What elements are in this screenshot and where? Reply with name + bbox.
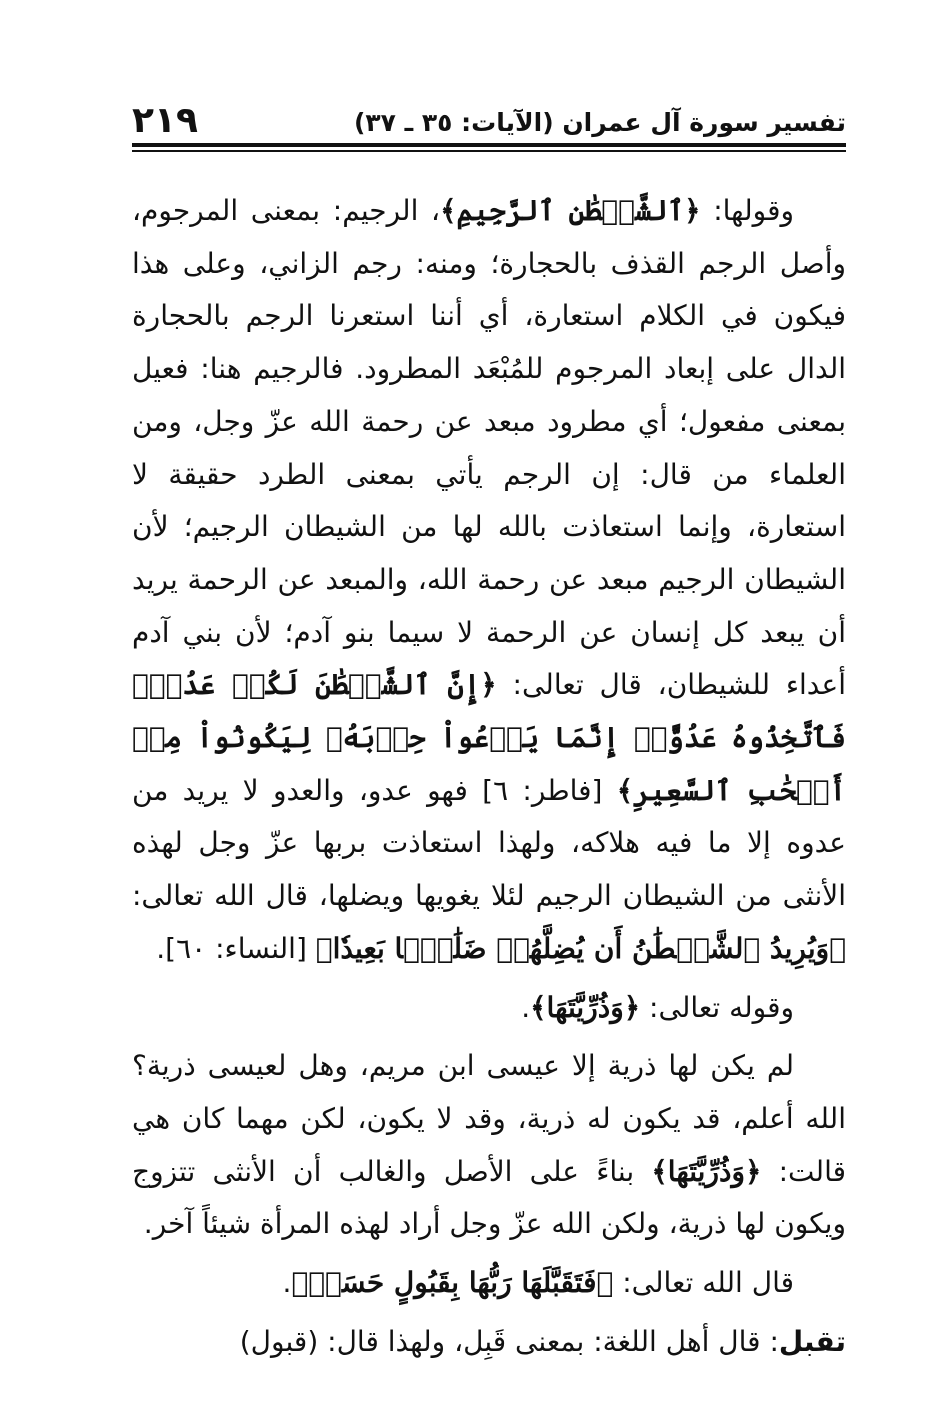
text-run: . bbox=[282, 1266, 292, 1300]
text-run: بناءً على الأصل والغالب أن الأنثى تتزوج ويكون لها ذرية، ولكن الله عزّ وجل أراد لهذه المرأة شيئاً آخر. bbox=[132, 1154, 846, 1241]
paragraph-taqabbal bbox=[132, 1316, 846, 1369]
text-run: [فاطر: ٦] فهو عدو، والعدو لا يريد من عدوه إلا ما فيه هلاكه، ولهذا استعاذت بربها عزّ وجل لهذه الأنثى من الشيطان الرجيم لئلا يغويها ويضلها، قال الله تعالى: bbox=[132, 773, 846, 913]
paragraph-rajim bbox=[132, 185, 846, 976]
page-number: ٢١٩ bbox=[132, 100, 198, 141]
text-run: وقولها: bbox=[700, 194, 794, 227]
running-title: تفسير سورة آل عمران (الآيات: ٣٥ ـ ٣٧) bbox=[353, 108, 846, 137]
text-run: لم يكن لها ذرية إلا عيسى ابن مريم، وهل لعيسى ذرية؟ الله أعلم، قد يكون له ذرية، وقد لا يكون، لكن مهما كان هي قالت: bbox=[132, 1049, 847, 1188]
running-head bbox=[132, 98, 846, 142]
body-text bbox=[132, 185, 846, 1368]
quran-quote: ﴿وَذُرِّيَّتَهَا﴾ bbox=[651, 1154, 762, 1188]
text-run: قال الله تعالى: bbox=[613, 1266, 794, 1300]
paragraph-verse-heading bbox=[132, 1257, 846, 1310]
text-run: . bbox=[521, 990, 531, 1024]
text-run: ، الرجيم: بمعنى المرجوم، وأصل الرجم القذف بالحجارة؛ ومنه: رجم الزاني، وعلى هذا فيكون في الكلام استعارة، أي أننا استعرنا الرجم بالحجارة الدال على إبعاد المرجوم للمُبْعَد المطرود. فالرجيم هنا: فعيل بمعنى مفعول؛ أي مطرود مبعد عن رحمة الله عزّ وجل، ومن العلماء من قال: إن الرجم يأتي بمعنى الطرد حقيقة لا استعارة، وإنما استعاذت بالله لها من الشيطان الرجيم؛ لأن الشيطان الرجيم مبعد عن رحمة الله، والمبعد عن الرحمة يريد أن يبعد كل إنسان عن الرحمة لا سيما بنو آدم؛ لأن بني آدم أعداء للشيطان، قال تعالى: bbox=[132, 194, 846, 702]
text-run: : قال أهل اللغة: بمعنى قَبِل، ولهذا قال: (قبول) bbox=[239, 1324, 779, 1358]
text-run: وقوله تعالى: bbox=[640, 990, 794, 1024]
quran-quote: ﴿وَذُرِّيَّتَهَا﴾ bbox=[530, 990, 641, 1024]
quran-quote: ﴿ٱلشَّيۡطَٰنِ ٱلرَّجِيمِ﴾ bbox=[440, 194, 701, 227]
paragraph-offspring bbox=[132, 1040, 846, 1251]
header-rule-thick bbox=[132, 143, 846, 147]
lead-term: تقبل bbox=[778, 1324, 846, 1358]
header-rule-thin bbox=[132, 150, 846, 152]
text-run: [النساء: ٦٠]. bbox=[156, 931, 316, 965]
paragraph-verse-heading bbox=[132, 982, 846, 1035]
quran-quote: ﴿فَتَقَبَّلَهَا رَبُّهَا بِقَبُولٍ حَسَنٖ﴾ bbox=[291, 1266, 614, 1300]
quran-quote: ﴿إِنَّ ٱلشَّيۡطَٰنَ لَكُمۡ عَدُوّٞ فَٱتَّخِذُوهُ عَدُوًّاۚ إِنَّمَا يَدۡعُواْ حِزۡبَهُۥ لِيَكُونُواْ مِنۡ أَصۡحَٰبِ ٱلسَّعِيرِ﴾ bbox=[132, 668, 846, 807]
quran-quote: ﴿وَيُرِيدُ ٱلشَّيۡطَٰنُ أَن يُضِلَّهُمۡ ضَلَٰلَۢا بَعِيدٗا﴾ bbox=[315, 931, 846, 965]
